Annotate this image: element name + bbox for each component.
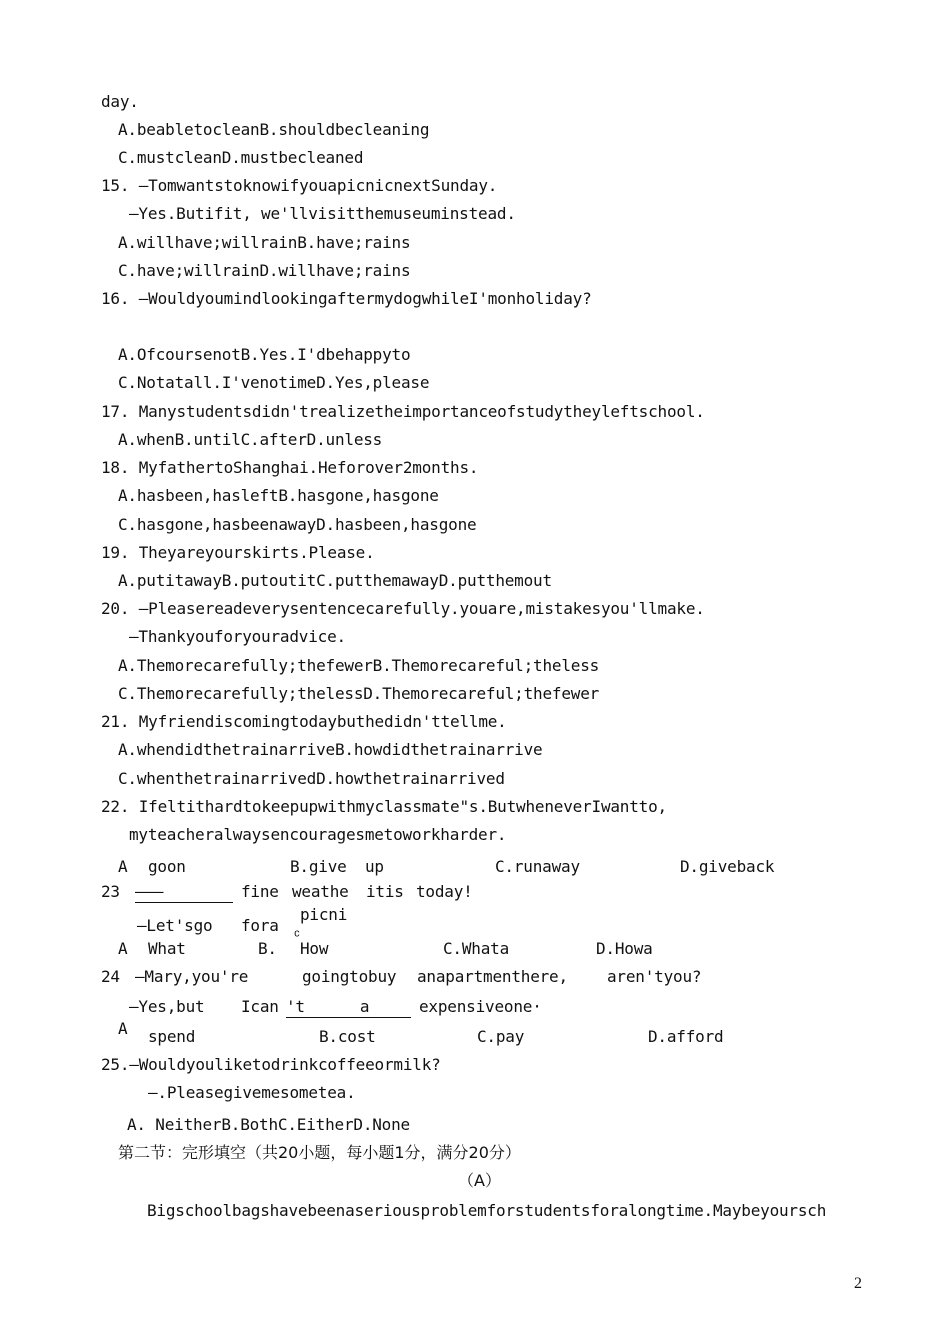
option-text: D.Howa xyxy=(596,939,653,958)
question-text: anapartmenthere, xyxy=(417,967,568,986)
question-text: goingtobuy xyxy=(302,967,397,986)
question-25: 25.—Wouldyouliketodrinkcoffeeormilk? xyxy=(101,1055,441,1074)
dialogue-text: fora xyxy=(241,916,279,935)
question-text: fine xyxy=(241,882,279,901)
page-number: 2 xyxy=(854,1275,862,1292)
question-text: today! xyxy=(416,882,473,901)
question-text: —Mary,you're xyxy=(135,967,249,986)
option-text: C.pay xyxy=(477,1027,525,1046)
dialogue-line: —.Pleasegivemesometea. xyxy=(148,1083,356,1102)
option-text: B.give xyxy=(290,857,347,876)
option-text: D.afford xyxy=(648,1027,724,1046)
option-text: up xyxy=(365,857,384,876)
passage-label: （A） xyxy=(458,1171,501,1190)
option-line: A.putitawayB.putoutitC.putthemawayD.putthemout xyxy=(118,571,552,590)
dialogue-text: picni xyxy=(300,905,348,924)
option-text: spend xyxy=(148,1027,196,1046)
question-text: aren'tyou? xyxy=(607,967,702,986)
blank-text: 't xyxy=(286,997,305,1016)
option-line: C.mustcleanD.mustbecleaned xyxy=(118,148,364,167)
dialogue-text: —Yes,but xyxy=(129,997,205,1016)
dialogue-line: —Thankyouforyouradvice. xyxy=(129,627,346,646)
option-line: C.Themorecarefully;thelessD.Themorecareful;thefewer xyxy=(118,684,600,703)
question-19: 19. Theyareyourskirts.Please. xyxy=(101,543,375,562)
question-18: 18. MyfathertoShanghai.Heforover2months. xyxy=(101,458,479,477)
option-text: goon xyxy=(148,857,186,876)
question-text: weathe xyxy=(292,882,349,901)
text-line: day. xyxy=(101,92,139,111)
dialogue-text: —Let'sgo xyxy=(137,916,213,935)
option-text: C.runaway xyxy=(495,857,580,876)
answer-blank: ——— xyxy=(135,882,233,903)
option-text: What xyxy=(148,939,186,958)
question-text: itis xyxy=(366,882,404,901)
option-line: A.OfcoursenotB.Yes.I'dbehappyto xyxy=(118,345,411,364)
option-text: B.cost xyxy=(319,1027,376,1046)
dialogue-line: —Yes.Butifit, we'llvisitthemuseuminstead. xyxy=(129,204,516,223)
question-line: myteacheralwaysencouragesmetoworkharder. xyxy=(129,825,507,844)
option-text: C.Whata xyxy=(443,939,510,958)
question-15: 15. —TomwantstoknowifyouapicnicnextSunday. xyxy=(101,176,498,195)
question-16: 16. —WouldyoumindlookingaftermydogwhileI'monholiday? xyxy=(101,289,592,308)
passage-line: Bigschoolbagshavebeenaseriousproblemforstudentsforalongtime.Maybeyoursch xyxy=(147,1201,827,1220)
option-line: C.whenthetrainarrivedD.howthetrainarrived xyxy=(118,769,505,788)
dialogue-text: expensiveone· xyxy=(419,997,542,1016)
option-line: A. NeitherB.BothC.EitherD.None xyxy=(127,1115,410,1134)
option-line: A.whendidthetrainarriveB.howdidthetrainarrive xyxy=(118,740,543,759)
dialogue-text: Ican xyxy=(241,997,279,1016)
option-text: D.giveback xyxy=(680,857,775,876)
option-letter: A xyxy=(118,857,128,876)
question-22: 22. Ifeltithardtokeepupwithmyclassmate"s.ButwheneverIwantto, xyxy=(101,797,667,816)
question-20: 20. —Pleasereadeverysentencecarefully.youare,mistakesyou'llmake. xyxy=(101,599,705,618)
option-line: C.Notatall.I'venotimeD.Yes,please xyxy=(118,373,430,392)
option-letter: A xyxy=(118,939,128,958)
option-letter: A xyxy=(118,1019,128,1038)
blank-text: a xyxy=(359,997,370,1016)
question-17: 17. Manystudentsdidn'trealizetheimportanceofstudytheyleftschool. xyxy=(101,402,705,421)
question-number: 24 xyxy=(101,967,120,986)
question-number: 23 xyxy=(101,882,120,901)
option-line: C.have;willrainD.willhave;rains xyxy=(118,261,411,280)
option-line: A.whenB.untilC.afterD.unless xyxy=(118,430,383,449)
option-line: A.willhave;willrainB.have;rains xyxy=(118,233,411,252)
option-line: A.Themorecarefully;thefewerB.Themorecareful;theless xyxy=(118,656,600,675)
question-21: 21. Myfriendiscomingtodaybuthedidn'ttellme. xyxy=(101,712,507,731)
option-text: B. xyxy=(258,939,277,958)
option-line: A.hasbeen,hasleftB.hasgone,hasgone xyxy=(118,486,439,505)
option-line: C.hasgone,hasbeenawayD.hasbeen,hasgone xyxy=(118,515,477,534)
option-line: A.beabletocleanB.shouldbecleaning xyxy=(118,120,430,139)
answer-blank xyxy=(286,997,411,1018)
option-text: How xyxy=(300,939,329,958)
section-heading: 第二节：完形填空（共20小题，每小题1分，满分20分） xyxy=(118,1143,521,1162)
